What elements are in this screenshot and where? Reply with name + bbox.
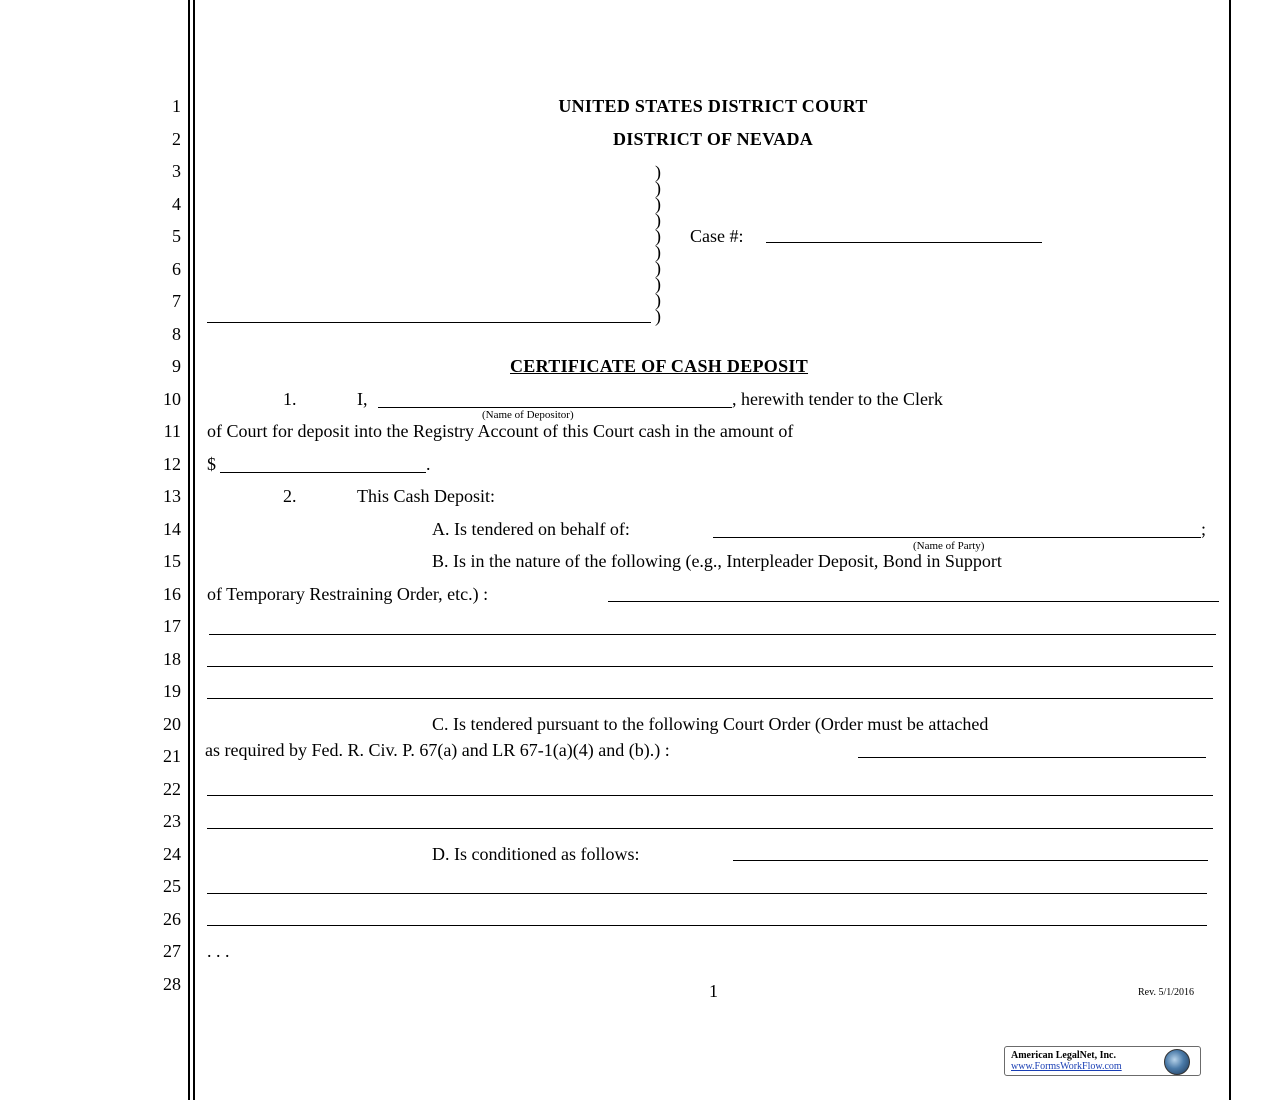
caption-paren: ) — [655, 258, 661, 278]
line-number: 8 — [172, 324, 181, 344]
left-margin-rule-outer — [188, 0, 190, 1100]
line-number: 25 — [163, 876, 181, 896]
court-name: UNITED STATES DISTRICT COURT — [558, 96, 868, 116]
line-number: 23 — [163, 811, 181, 831]
nature-field-line-2[interactable] — [209, 634, 1216, 635]
item-b-line-2: of Temporary Restraining Order, etc.) : — [207, 584, 489, 604]
item-d-text: D. Is conditioned as follows: — [432, 844, 640, 864]
line-number: 16 — [163, 584, 181, 604]
nature-field-line-4[interactable] — [207, 698, 1213, 699]
paragraph-2-number: 2. — [283, 486, 297, 506]
line-number: 19 — [163, 681, 181, 701]
line-number: 26 — [163, 909, 181, 929]
line-number: 24 — [163, 844, 181, 864]
caption-paren: ) — [655, 274, 661, 294]
caption-paren: ) — [655, 162, 661, 182]
line-number: 14 — [163, 519, 181, 539]
line-number: 28 — [163, 974, 181, 994]
deposit-amount-field[interactable] — [220, 472, 426, 473]
depositor-caption: (Name of Depositor) — [482, 409, 574, 421]
nature-field-line-1[interactable] — [608, 601, 1219, 602]
line-number: 6 — [172, 259, 181, 279]
party-name-field[interactable] — [713, 537, 1201, 538]
line-number: 15 — [163, 551, 181, 571]
item-a-semicolon: ; — [1201, 519, 1207, 539]
line-number: 27 — [163, 941, 181, 961]
line-number: 10 — [163, 389, 181, 409]
line-number: 20 — [163, 714, 181, 734]
line-number: 11 — [163, 421, 181, 441]
court-order-field-line-2[interactable] — [207, 795, 1213, 796]
line-number: 5 — [172, 226, 181, 246]
case-number-field[interactable] — [766, 242, 1042, 243]
nature-field-line-3[interactable] — [207, 666, 1213, 667]
caption-paren: ) — [655, 178, 661, 198]
caption-paren: ) — [655, 210, 661, 230]
left-margin-rule-inner — [193, 0, 195, 1100]
line-number: 3 — [172, 161, 181, 181]
paragraph-1-tail: , herewith tender to the Clerk — [732, 389, 943, 409]
court-order-field-line-1[interactable] — [858, 757, 1206, 758]
logo-company-name: American LegalNet, Inc. — [1011, 1050, 1116, 1061]
line-number: 1 — [172, 96, 181, 116]
line-number: 21 — [163, 746, 181, 766]
line-number: 17 — [163, 616, 181, 636]
line-number: 2 — [172, 129, 181, 149]
page-number: 1 — [709, 981, 718, 1001]
caption-paren: ) — [655, 194, 661, 214]
line-number: 12 — [163, 454, 181, 474]
item-c-text: C. Is tendered pursuant to the following Court Order (Order must be attached — [432, 714, 989, 734]
item-a-text: A. Is tendered on behalf of: — [432, 519, 630, 539]
dollar-period: . — [426, 454, 431, 474]
item-c-line-2: as required by Fed. R. Civ. P. 67(a) and LR 67-1(a)(4) and (b).) : — [205, 740, 670, 760]
right-margin-rule — [1229, 0, 1231, 1100]
line-number: 9 — [172, 356, 181, 376]
court-order-field-line-3[interactable] — [207, 828, 1213, 829]
party-caption: (Name of Party) — [913, 540, 985, 552]
court-district: DISTRICT OF NEVADA — [612, 129, 814, 149]
paragraph-1-line-2: of Court for deposit into the Registry Account of this Court cash in the amount of — [207, 421, 794, 441]
caption-paren: ) — [655, 290, 661, 310]
line-number: 13 — [163, 486, 181, 506]
item-b-text: B. Is in the nature of the following (e.g., Interpleader Deposit, Bond in Support — [432, 551, 1002, 571]
conditions-field-line-2[interactable] — [207, 893, 1207, 894]
paragraph-1-i: I, — [357, 389, 368, 409]
line-number: 18 — [163, 649, 181, 669]
paragraph-1-number: 1. — [283, 389, 297, 409]
logo-url-link[interactable]: www.FormsWorkFlow.com — [1011, 1061, 1122, 1072]
globe-icon — [1164, 1049, 1190, 1075]
caption-paren: ) — [655, 242, 661, 262]
caption-paren: ) — [655, 306, 661, 326]
line-number: 4 — [172, 194, 181, 214]
line-number: 22 — [163, 779, 181, 799]
dollar-sign: $ — [207, 454, 216, 474]
revision-date: Rev. 5/1/2016 — [1138, 987, 1195, 998]
line-number: 7 — [172, 291, 181, 311]
legalnet-logo[interactable] — [1004, 1046, 1201, 1076]
document-title: CERTIFICATE OF CASH DEPOSIT — [510, 356, 809, 376]
caption-paren: ) — [655, 226, 661, 246]
conditions-field-line-1[interactable] — [733, 860, 1208, 861]
continuation-ellipsis: . . . — [207, 941, 230, 961]
paragraph-2-text: This Cash Deposit: — [357, 486, 495, 506]
depositor-name-field[interactable] — [378, 407, 732, 408]
case-number-label: Case #: — [690, 226, 744, 246]
conditions-field-line-3[interactable] — [207, 925, 1207, 926]
party-names-line[interactable] — [207, 322, 651, 323]
